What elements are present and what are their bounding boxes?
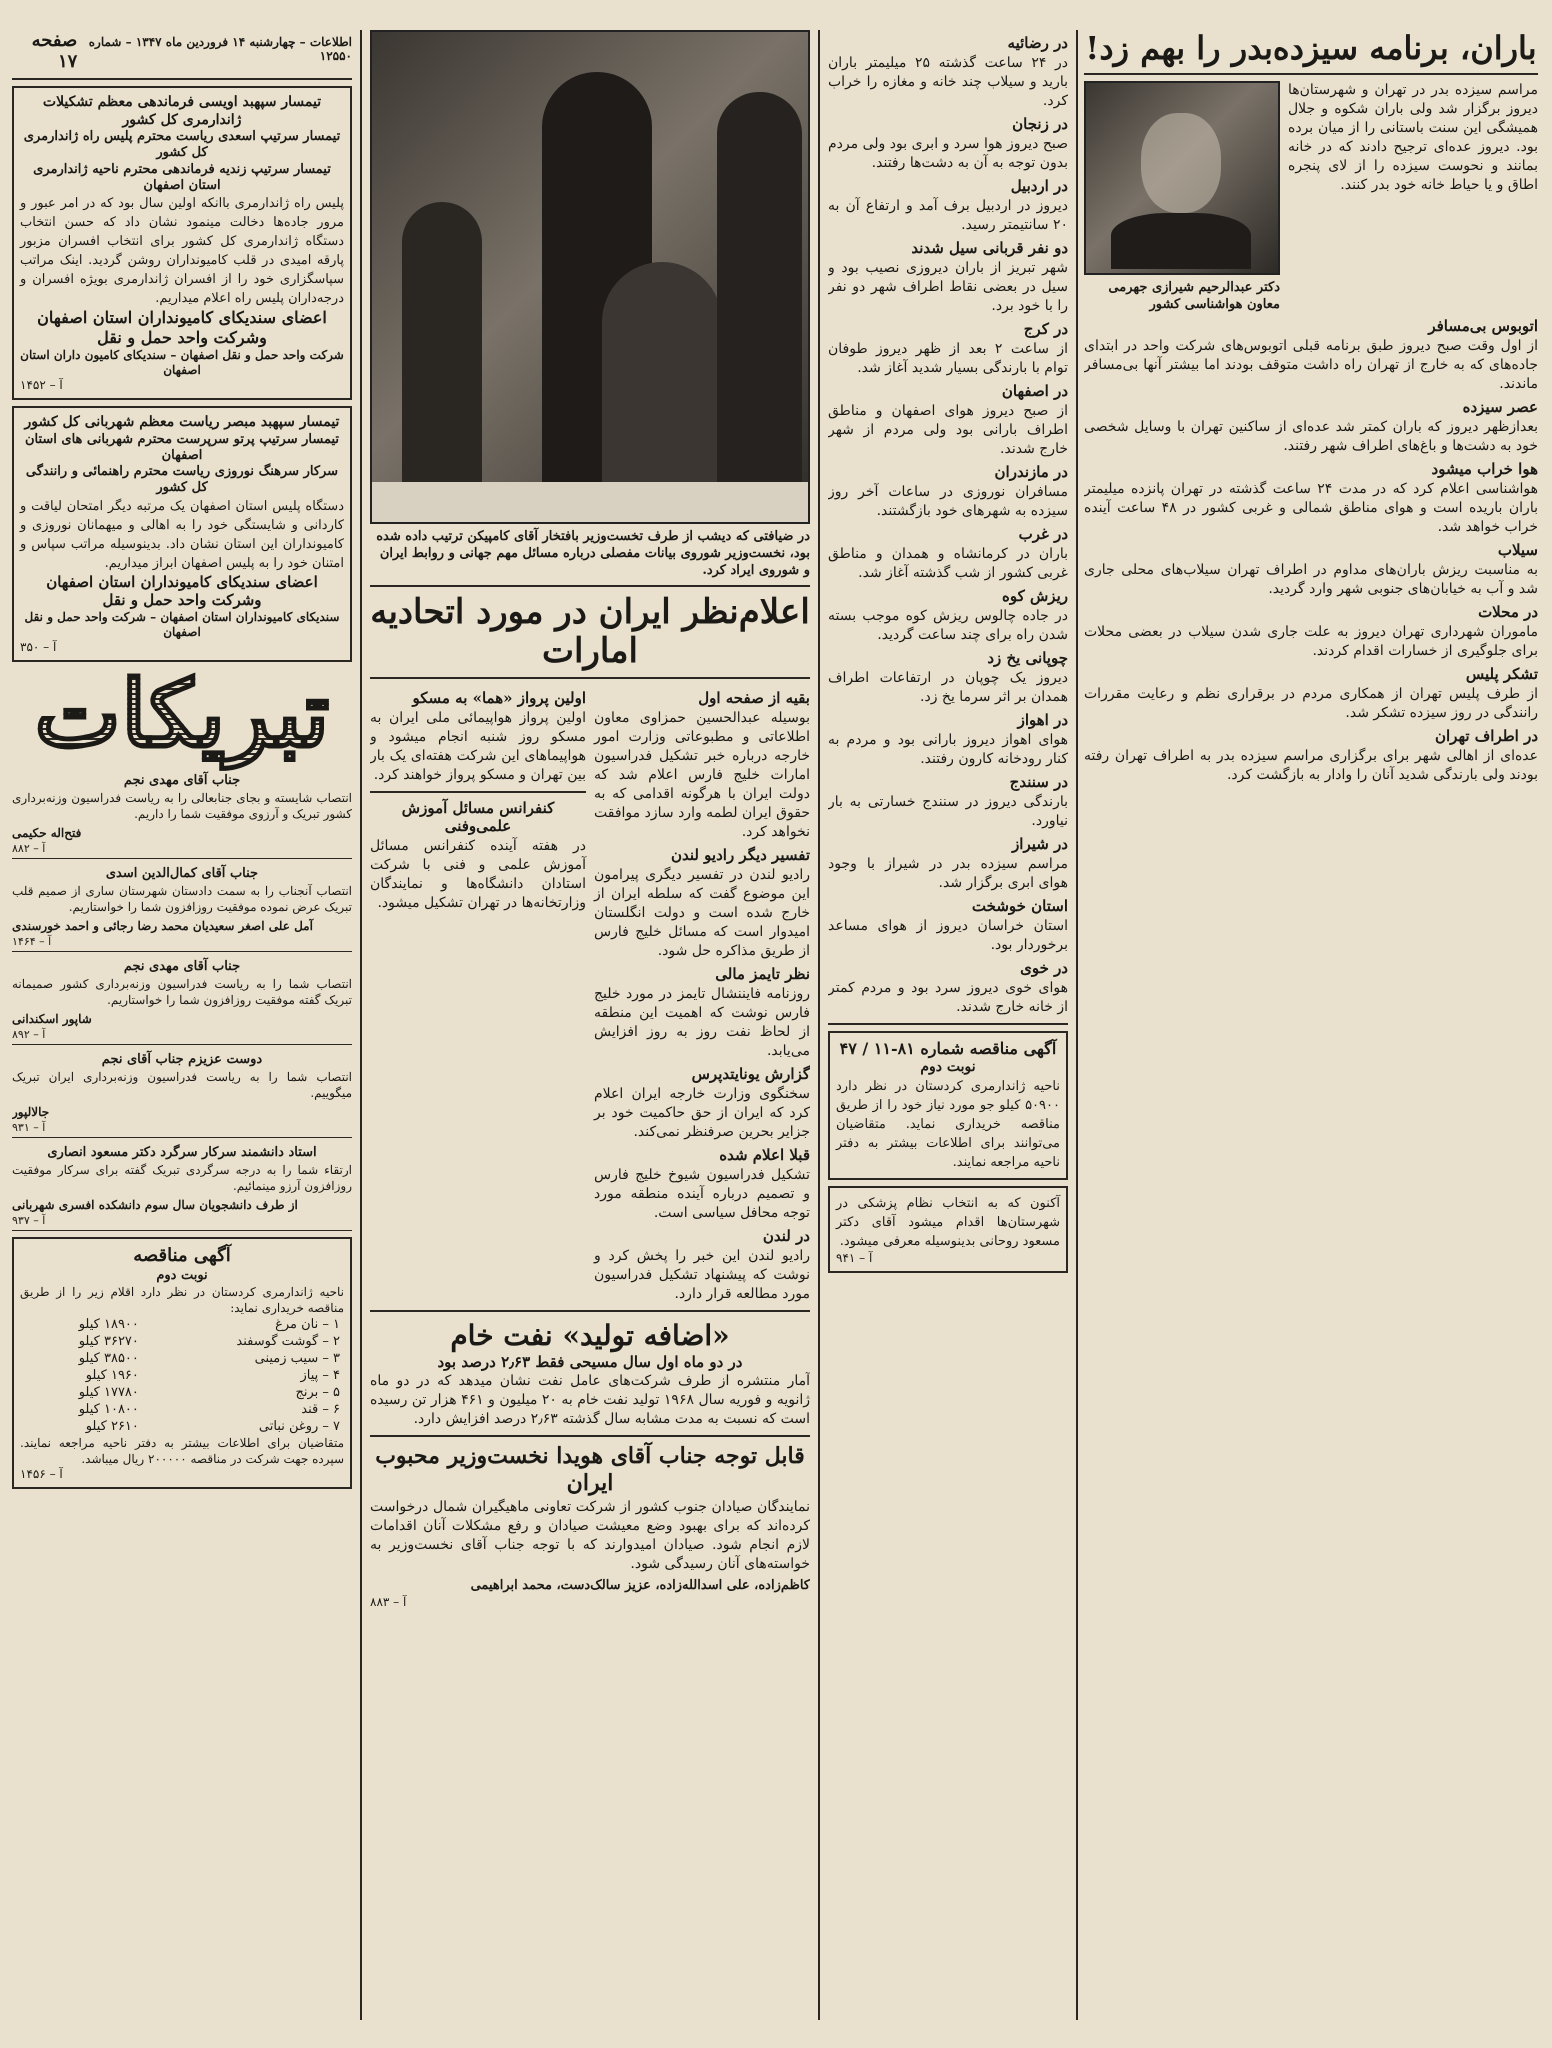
table-row [20, 1333, 344, 1350]
province-item-heading: در اردبیل [1010, 177, 1068, 195]
banquet-table [372, 482, 808, 522]
oil-subhead: در دو ماه اول سال مسیحی فقط ۲٫۶۳ درصد بود [437, 1353, 743, 1372]
congrats-recipient: جناب آقای کمال‌الدین اسدی [105, 866, 259, 881]
table-row [20, 1316, 344, 1333]
center-story-part-text: تشکیل فدراسیون شیوخ خلیج فارس و تصمیم درباره آینده منطقه مورد توجه محافل سیاسی است. [594, 1167, 810, 1222]
province-item-heading: در رضائیه [1007, 34, 1068, 52]
conference-text: در هفته آینده کنفرانس مسائل آموزش علمی و فنی با شرکت استادان دانشگاه‌ها و نمایندگان وزارتخانه‌ها در تهران تشکیل میشود. [370, 838, 586, 912]
province-item-heading: در شیراز [1012, 835, 1068, 853]
thanks-notice-police [12, 406, 352, 662]
lead-section-text: از اول وقت صبح دیروز طبق برنامه قبلی اتوبوس‌های شرکت واحد در ابتدای جاده‌های که به خارج از تهران راه داشت متوقف بودند اما بیشتر آنها بی‌مسافر ماندند. [1084, 337, 1538, 392]
province-item-heading: در زنجان [1012, 115, 1068, 133]
notice2-sub2: سرکار سرهنگ نوروزی ریاست محترم راهنمائی و رانندگی کل کشور [25, 464, 339, 496]
province-item-heading: در کرج [1023, 320, 1068, 338]
province-item-heading: دو نفر قربانی سیل شدند [911, 239, 1068, 257]
item-quantity-cell: ۳۸۵۰۰ کیلو [78, 1350, 139, 1366]
tender-notice-2 [12, 1237, 352, 1489]
province-item-heading: در غرب [1018, 525, 1068, 543]
province-item-text: در جاده چالوس ریزش کوه موجب بسته شدن راه برای چند ساعت گردید. [828, 608, 1068, 643]
lead-section-heading: هوا خراب میشود [1431, 459, 1538, 478]
congrats-item [12, 859, 352, 952]
item-name-cell: ۵ – برنج [295, 1384, 340, 1400]
lead-story-sections [1084, 317, 1538, 785]
item-quantity-cell: ۱۹۶۰ کیلو [85, 1367, 139, 1383]
notice2-sign: اعضای سندیکای کامیونداران استان اصفهان وشرکت واحد حمل و نقل [46, 572, 318, 610]
province-items [828, 34, 1068, 1017]
province-item-text: باران در کرمانشاه و همدان و مناطق غربی کشور از شب گذشته آغاز شد. [828, 546, 1068, 581]
oil-headline: «اضافه تولید» نفت خام [450, 1319, 730, 1353]
notice2-sub1: تیمسار سرتیپ پرتو سرپرست محترم شهربانی های استان اصفهان [24, 431, 340, 463]
province-item-text: در ۲۴ ساعت گذشته ۲۵ میلیمتر باران بارید و سیلاب چند خانه و مغازه را خراب کرد. [828, 55, 1068, 109]
province-item-heading: در اصفهان [1001, 382, 1068, 400]
congratulations-banner: تبریکات [12, 668, 352, 760]
center-story-part-heading: بقیه از صفحه اول [698, 689, 810, 708]
province-item-text: بارندگی دیروز در سنندج خسارتی به بار نیاورد. [828, 794, 1068, 829]
tender2-items-table [20, 1316, 344, 1435]
center-story [594, 685, 810, 1304]
congrats-recipient: استاد دانشمند سرکار سرگرد دکتر مسعود انصاری [47, 1145, 317, 1160]
province-item-text: شهر تبریز از باران دیروزی نصیب بود و سیل در بعضی نقاط اطراف شهر دو نفر را با خود برد. [828, 260, 1068, 314]
lead-section-heading: اتوبوس بی‌مسافر [1428, 316, 1538, 335]
congrats-sender: آمل علی اصغر سعیدیان محمد رضا رجائی و احمد خورسندی [12, 919, 313, 933]
oil-text: آمار منتشره از طرف شرکت‌های عامل نفت نشان میدهد که در دو ماه ژانویه و فوریه سال ۱۹۶۸ تولید نفت خام به ۲۰ میلیون و ۴۶۱ هزار تن رسیده است که نسبت به مدت مشابه سال گذشته ۲٫۶۳ درصد افزایش دارد. [370, 1372, 810, 1427]
item-quantity-cell: ۳۶۲۷۰ کیلو [78, 1333, 139, 1349]
notice2-title: تیمسار سپهبد مبصر ریاست معظم شهربانی کل کشور [24, 414, 340, 430]
congrats-ref: آ – ۱۴۶۴ [12, 935, 52, 948]
lead-section-text: عده‌ای از اهالی شهر برای برگزاری مراسم سیزده بدر به اطراف تهران رفته بودند ولی بارندگی شدید آنان را وادار به بازگشت کرد. [1084, 747, 1538, 783]
provinces-column [828, 30, 1068, 2030]
lead-section-heading: تشکر پلیس [1465, 664, 1538, 683]
center-story-part-heading: تفسیر دیگر رادیو لندن [670, 846, 810, 865]
side-story-text: اولین پرواز هواپیمائی ملی ایران به مسکو روز شنبه انجام میشود و هواپیماهای این شرکت هفته‌ای یک بار بین تهران و مسکو پرواز خواهند کرد. [370, 710, 586, 784]
side-story-heading: اولین پرواز «هما» به مسکو [412, 689, 586, 708]
thanks-notice-gendarmerie [12, 86, 352, 400]
banquet-photo-caption: در ضیافتی که دیشب از طرف تخست‌وزیر بافتخار آقای کامپیکن ترتیب داده شده بود، نخست‌وزیر شوروی بیانات مفصلی درباره مسائل مهم جهانی و روابط ایران و شوروی ایراد کرد. [376, 529, 810, 578]
item-name-cell: ۷ – روغن نباتی [258, 1418, 340, 1434]
lead-section-text: به مناسبت ریزش باران‌های مداوم در اطراف تهران سیلاب‌های محلی جاری شد و آب به خیابان‌های جنوبی شهر وارد گردید. [1084, 561, 1538, 597]
province-item-text: استان خراسان دیروز از هوای مساعد برخوردار بود. [828, 918, 1068, 953]
banquet-figure-right [717, 92, 802, 512]
congrats-text: انتصاب شما را به ریاست فدراسیون وزنه‌برداری ایران تبریک میگوییم. [12, 1070, 352, 1100]
province-item-text: از صبح دیروز هوای اصفهان و مناطق اطراف بارانی بود ولی مردم از شهر خارج شدند. [828, 403, 1068, 457]
province-item-text: صبح دیروز هوا سرد و ابری بود ولی مردم بدون توجه به آن به دشت‌ها رفتند. [828, 136, 1068, 171]
item-quantity-cell: ۲۶۱۰ کیلو [85, 1418, 139, 1434]
notice2-text: دستگاه پلیس استان اصفهان یک مرتبه دیگر امتحان لیاقت و کاردانی و شایستگی خود را به اهالی و میهمانان نوروزی و کامیونداران این استان نشان داد. بدینوسیله مراتب سپاس و امتنان خود را به پلیس اصفهان ابراز میداریم. [20, 498, 344, 571]
notice1-sub2: تیمسار سرتیپ زندیه فرماندهی محترم ناحیه ژاندارمری استان اصفهان [33, 161, 331, 193]
issue-line: اطلاعات – چهارشنبه ۱۴ فروردین ماه ۱۳۴۷ – شماره ۱۲۵۵۰ [88, 35, 352, 63]
tender2-text: ناحیه ژاندارمری کردستان در نظر دارد اقلام زیر را از طریق مناقصه خریداری نماید: [20, 1284, 344, 1315]
item-name-cell: ۴ – پیاز [300, 1367, 340, 1383]
medical-notice [828, 1186, 1068, 1273]
congrats-ref: آ – ۸۹۲ [12, 1028, 46, 1041]
center-column [370, 30, 810, 2030]
notice1-sub1: تیمسار سرتیپ اسعدی ریاست محترم پلیس راه ژاندارمری کل کشور [23, 129, 341, 161]
table-row [20, 1384, 344, 1401]
tender-text: ناحیه ژاندارمری کردستان در نظر دارد ۵۰۹۰۰ کیلو جو مورد نیاز خود را از طریق مناقصه خریداری نماید. متقاضیان می‌توانند برای اطلاعات بیشتر به دفتر ناحیه مراجعه نمایند. [836, 1078, 1060, 1170]
table-row [20, 1350, 344, 1367]
province-item-text: دیروز در اردبیل برف آمد و ارتفاع آن به ۲۰ سانتیمتر رسید. [828, 198, 1068, 233]
tender-notice [828, 1031, 1068, 1180]
item-name-cell: ۱ – نان مرغ [275, 1316, 340, 1332]
center-story-part-text: روزنامه فایننشال تایمز در مورد خلیج فارس نوشت که اهمیت این منطقه از لحاظ نفت روز به روز افزایش می‌یابد. [594, 986, 810, 1060]
province-item-text: دیروز یک چوپان در ارتفاعات اطراف همدان بر اثر سرما یخ زد. [828, 670, 1068, 705]
banquet-figure-left [402, 202, 482, 512]
center-story-part-heading: در لندن [762, 1227, 810, 1246]
lead-section-heading: سیلاب [1497, 540, 1538, 559]
lead-section-text: بعدازظهر دیروز که باران کمتر شد عده‌ای از ساکنین تهران با وسایل شخصی خود به دشت‌ها و باغ‌های اطراف شهر رفتند. [1084, 418, 1538, 454]
column-divider [818, 30, 820, 2020]
lead-story-intro: مراسم سیزده بدر در تهران و شهرستان‌ها دیروز برگزار شد ولی باران شکوه و جلال همیشگی این سنت باستانی را از میان برده بود. دیروز عده‌ای ترجیح دادند که در خانه بمانند و نحوست سیزده را از لای پنجره اطاق و یا حیاط خانه خود بدر کنند. [1288, 81, 1538, 193]
portrait-suit-shape [1111, 213, 1251, 269]
column-divider [360, 30, 362, 2020]
congrats-item [12, 766, 352, 859]
medical-notice-text: آکنون که به انتخاب نظام پزشکی در شهرستان‌ها اقدام میشود آقای دکتر مسعود روحانی بدینوسیله معرفی میشود. [836, 1195, 1060, 1249]
congrats-list [12, 766, 352, 1231]
lead-section-heading: در محلات [1478, 602, 1538, 621]
province-item-text: مراسم سیزده بدر در شیراز با وجود هوای ابری برگزار شد. [828, 856, 1068, 891]
center-story-part-text: رادیو لندن در تفسیر دیگری پیرامون این موضوع گفت که سلطه ایران از خارج شده است و دولت انگلستان امیدوار است که مسائل خلیج فارس از طریق مذاکره حل شود. [594, 867, 810, 960]
page-label: صفحه ۱۷ [31, 30, 78, 72]
fishing-ref: آ – ۸۸۳ [370, 1594, 407, 1609]
portrait-face-shape [1141, 113, 1221, 213]
lead-story-title: باران، برنامه سیزده‌بدر را بهم زد! [1085, 30, 1537, 67]
congrats-text: انتصاب شایسته و بجای جنابعالی را به ریاست فدراسیون وزنه‌برداری کشور تبریک و آرزوی موفقیت شما را داریم. [12, 791, 352, 821]
lead-section-text: هواشناسی اعلام کرد که در مدت ۲۴ ساعت گذشته در تهران پانزده میلیمتر باران باریده است و هوای مناطق شمالی و غربی کشور در ۴۸ ساعت آینده خراب خواهد شد. [1084, 480, 1538, 535]
tender-title: آگهی مناقصه شماره ۸۱-۱۱ / ۴۷ [839, 1039, 1057, 1058]
banquet-figure-seated [602, 262, 722, 512]
center-story-part-heading: گزارش یونایتدپرس [691, 1065, 810, 1084]
congrats-recipient: جناب آقای مهدی نجم [123, 959, 241, 974]
province-item-heading: استان خوشخت [971, 897, 1068, 915]
item-quantity-cell: ۱۰۸۰۰ کیلو [78, 1401, 139, 1417]
congrats-sender: جالالپور [12, 1105, 50, 1119]
congrats-text: انتصاب شما را به ریاست فدراسیون وزنه‌برداری کشور صمیمانه تبریک گفته موفقیت روزافزون شما را خواستاریم. [12, 977, 352, 1007]
center-story-part-heading: نظر تایمز مالی [715, 965, 810, 984]
conference-heading: کنفرانس مسائل آموزش علمی‌وفنی [401, 799, 555, 836]
congrats-text: ارتقاء شما را به درجه سرگردی تبریک گفته برای سرکار موفقیت روزافزون آرزو مینمائیم. [12, 1163, 352, 1193]
congrats-item [12, 1138, 352, 1231]
congrats-ref: آ – ۹۳۱ [12, 1121, 46, 1134]
province-item-heading: ریزش کوه [1002, 587, 1068, 605]
province-item-heading: در خوی [1020, 959, 1068, 977]
center-story-part-text: رادیو لندن این خبر را پخش کرد و نوشت که پیشنهاد تشکیل فدراسیون مورد مطالعه قرار دارد. [594, 1248, 810, 1303]
lead-section-text: از طرف پلیس تهران از همکاری مردم در برقراری نظم و رعایت مقررات رانندگی در روز سیزده تشکر شد. [1084, 685, 1538, 721]
congrats-recipient: دوست عزیزم جناب آقای نجم [101, 1052, 263, 1067]
tender2-ref: آ – ۱۴۵۶ [20, 1466, 63, 1481]
province-item-text: مسافران نوروزی در ساعات آخر روز سیزده به شهرهای خود بازگشتند. [828, 484, 1068, 519]
province-item-text: هوای اهواز دیروز بارانی بود و مردم به کنار رودخانه کارون رفتند. [828, 732, 1068, 767]
tender2-footer: متقاضیان برای اطلاعات بیشتر به دفتر ناحیه مراجعه نمایند. سپرده جهت شرکت در مناقصه ۲۰۰۰۰۰ ریال میباشد. [20, 1435, 344, 1466]
congrats-sender: از طرف دانشجویان سال سوم دانشکده افسری شهربانی [12, 1198, 298, 1212]
congrats-sender: فتح‌اله حکیمی [12, 826, 82, 840]
item-quantity-cell: ۱۸۹۰۰ کیلو [78, 1316, 139, 1332]
province-item-heading: در مازندران [994, 463, 1068, 481]
portrait-photo [1084, 81, 1280, 275]
congrats-ref: آ – ۹۳۷ [12, 1214, 46, 1227]
notice1-ref: آ – ۱۴۵۲ [20, 378, 63, 392]
congrats-item [12, 1045, 352, 1138]
notice2-sign2: سندیکای کامیونداران استان اصفهان – شرکت واحد حمل و نقل اصفهان [24, 610, 340, 639]
province-item-text: از ساعت ۲ بعد از ظهر دیروز طوفان توام با بارندگی بسیار شدید آغاز شد. [828, 341, 1068, 376]
notice2-ref: آ – ۳۵۰ [20, 640, 57, 654]
banquet-photo [370, 30, 810, 524]
notice1-text: پلیس راه ژاندارمری باانکه اولین سال بود که در امر عبور و مرور جاده‌ها دخالت مینمود نشان داد که حسن انتخاب دستگاه ژاندارمری کل کشور برای انتخاب افسران مزبور پارقه امیدی در قلب کامیونداران روشن گردید. اینک مراتب سپاسگزاری خود را از افسران ژاندارمری بویژه افسران و درجه‌داران پلیس راه اعلام میداریم. [20, 196, 344, 306]
tender-round: نوبت دوم [920, 1059, 976, 1075]
table-row [20, 1367, 344, 1384]
province-item-heading: در اهواز [1017, 711, 1068, 729]
medical-notice-ref: آ – ۹۴۱ [836, 1250, 873, 1265]
notice1-sign1: اعضای سندیکای کامیونداران استان اصفهان وشرکت واحد حمل و نقل [37, 308, 327, 347]
congrats-recipient: جناب آقای مهدی نجم [123, 773, 241, 788]
fishing-signature: کاظم‌زاده، علی اسدالله‌زاده، عزیز سالک‌دست، محمد ابراهیمی [470, 1577, 810, 1593]
tender2-round: نوبت دوم [156, 1267, 208, 1283]
column-divider [1076, 30, 1078, 2020]
congrats-text: انتصاب آنجناب را به سمت دادستان شهرستان ساری از صمیم قلب تبریک عرض نموده موفقیت روزافزون شما را خواستاریم. [12, 884, 352, 914]
item-name-cell: ۳ – سیب زمینی [254, 1350, 340, 1366]
fishing-text: نمایندگان صیادان جنوب کشور از شرکت تعاونی ماهیگیران شمال درخواست کرده‌اند که برای بهبود وضع معیشت صیادان و رفع مشکلات آنان اقدامات لازم انجام شود. صیادان امیدوارند که با توجه جناب آقای نخست‌وزیر به خواسته‌های آنان رسیدگی شود. [370, 1498, 810, 1572]
lead-story-column [1084, 30, 1538, 2030]
tender2-title: آگهی مناقصه [133, 1245, 231, 1266]
congrats-ref: آ – ۸۸۲ [12, 842, 46, 855]
center-story-part-heading: قبلا اعلام شده [719, 1146, 810, 1165]
center-headline: اعلام‌نظر ایران در مورد اتحادیه امارات [370, 592, 810, 672]
province-item-heading: در سنندج [1009, 773, 1068, 791]
item-quantity-cell: ۱۷۷۸۰ کیلو [78, 1384, 139, 1400]
center-story-part-text: بوسیله عبدالحسین حمزاوی معاون اطلاعاتی و مطبوعاتی وزارت امور خارجه درباره خبر تشکیل فدراسیون امارات خلیج فارس اعلام شد که دولت ایران با هرگونه اقدامی که به حقوق ایران لطمه وارد سازد موافقت نخواهد کرد. [594, 710, 810, 841]
congrats-item [12, 952, 352, 1045]
lead-section-heading: در اطراف تهران [1434, 726, 1538, 745]
lead-section-text: ماموران شهرداری تهران دیروز به علت جاری شدن سیلاب در بعضی محلات برای جلوگیری از خسارات اقدام کردند. [1084, 623, 1538, 659]
portrait-caption: دکتر عبدالرحیم شیرازی جهرمی معاون هواشناسی کشور [1108, 279, 1280, 312]
fishing-headline: قابل توجه جناب آقای هویدا نخست‌وزیر محبوب ایران [375, 1442, 805, 1497]
item-name-cell: ۶ – قند [301, 1401, 340, 1417]
province-item-heading: چوپانی یخ زد [987, 649, 1068, 667]
notices-column [12, 30, 352, 2030]
congrats-sender: شاپور اسکندانی [12, 1012, 92, 1026]
notice1-sign2: شرکت واحد حمل و نقل اصفهان – سندیکای کامیون داران استان اصفهان [20, 348, 344, 377]
table-row [20, 1418, 344, 1435]
lead-section-heading: عصر سیزده [1462, 397, 1538, 416]
item-name-cell: ۲ – گوشت گوسفند [236, 1333, 340, 1349]
table-row [20, 1401, 344, 1418]
province-item-text: هوای خوی دیروز سرد بود و مردم کمتر از خانه خارج شدند. [828, 980, 1068, 1015]
notice1-title: تیمسار سپهبد اویسی فرماندهی معظم تشکیلات ژاندارمری کل کشور [42, 94, 322, 128]
center-story-part-text: سخنگوی وزارت خارجه ایران اعلام کرد که ایران از حق حاکمیت خود بر جزایر بحرین صرفنظر نمی‌کند. [594, 1086, 810, 1141]
